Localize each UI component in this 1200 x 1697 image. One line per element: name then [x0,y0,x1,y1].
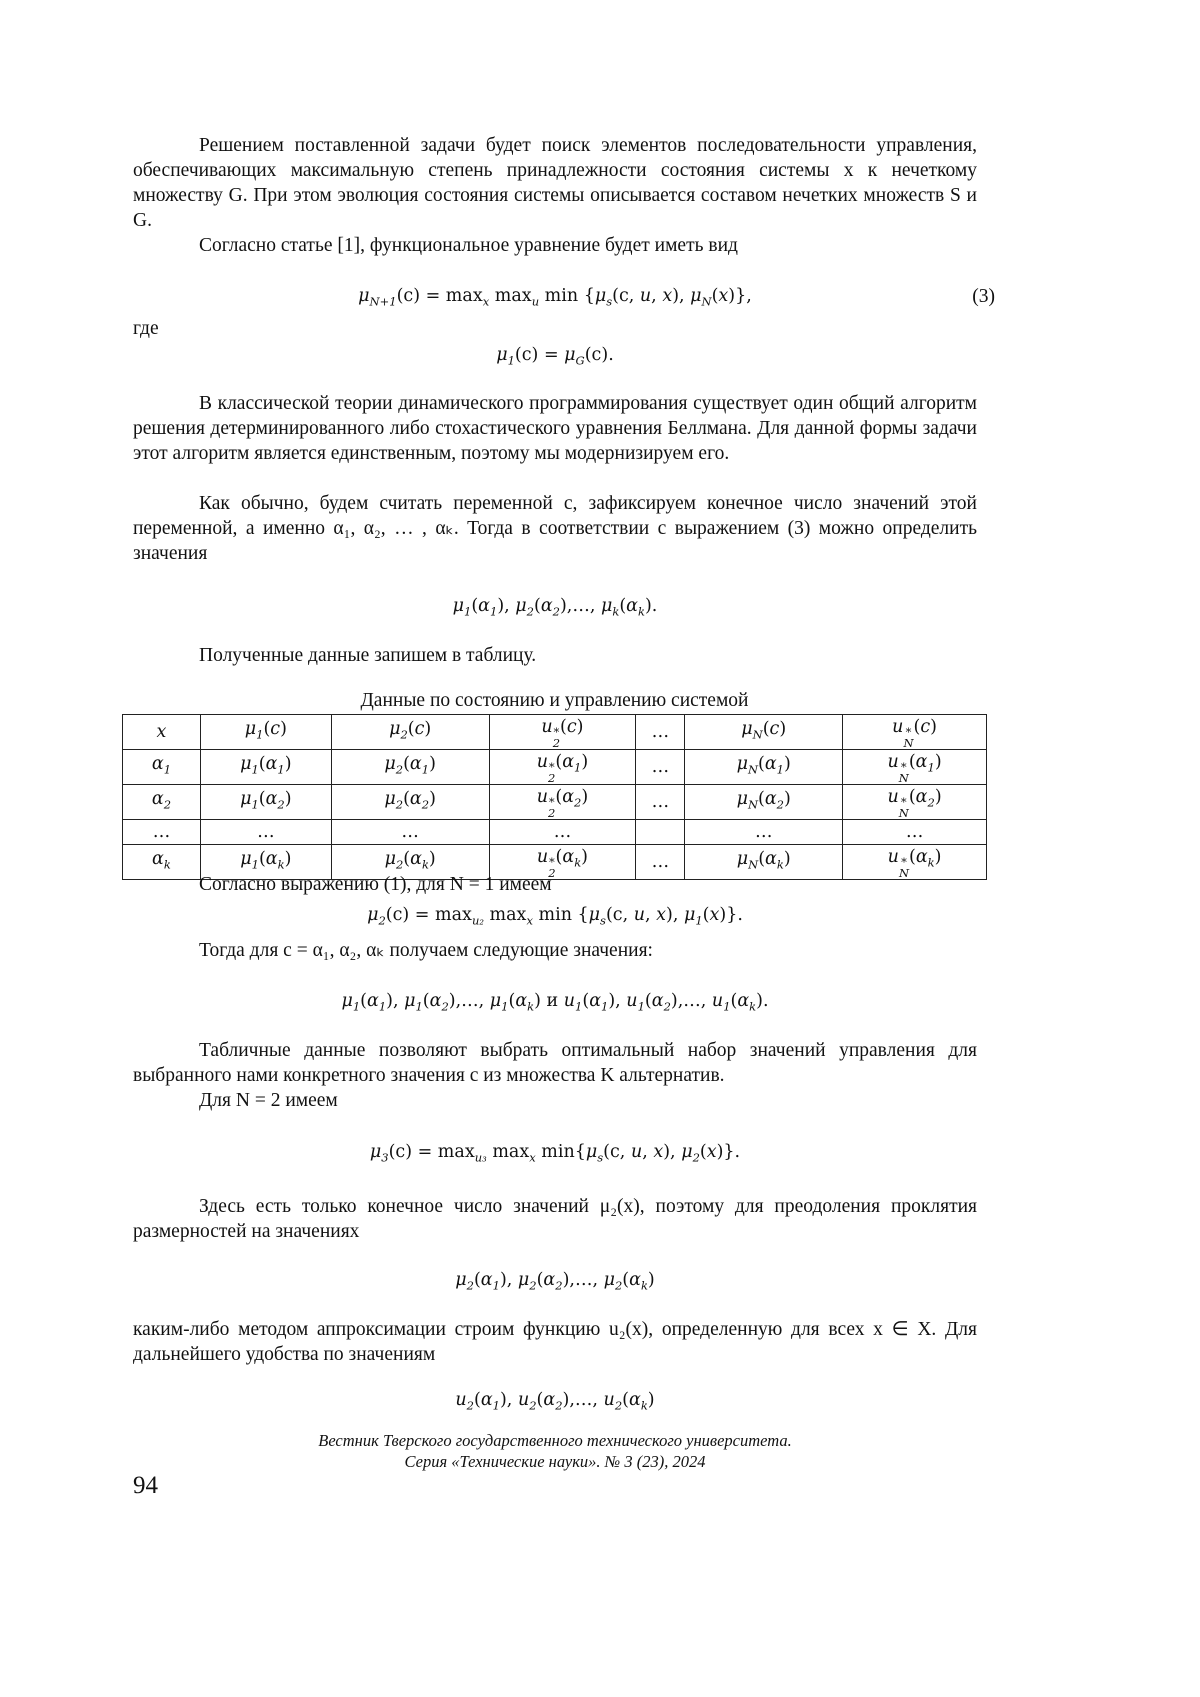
math-text: ( [712,286,719,306]
paragraph-9: Для N = 2 имеем [133,1088,977,1113]
math-symbol: c [270,719,280,739]
table-cell [123,715,201,750]
math-symbol: αk [629,1390,648,1410]
math-symbol: α2 [152,789,171,809]
math-symbol: μ2 [384,754,403,774]
equation-values [133,594,977,625]
math-text: )}, [728,286,752,306]
table-cell [331,750,489,785]
math-text: ( [474,1390,481,1410]
math-text: ( [758,849,765,869]
math-symbol: u₂ [472,905,484,925]
math-text: ) [285,754,292,774]
math-text: ( [259,789,266,809]
math-text: ) [581,752,588,772]
math-text: ( [731,991,738,1011]
math-text: (c, [603,1142,631,1162]
math-symbol: μ2 [367,905,386,925]
math-text: ( [560,717,567,737]
math-text: , [642,1142,653,1162]
math-symbol: αk [266,849,285,869]
math-symbol: αk [410,849,429,869]
math-symbol: μ1 [404,991,423,1011]
math-text: … [153,822,171,842]
math-text: … [906,822,924,842]
math-symbol: αk [765,849,784,869]
math-text: ( [758,789,765,809]
math-text: ), [500,1270,518,1290]
math-symbol: x [526,905,533,925]
math-symbol: μN [737,849,758,869]
math-text: ( [619,596,626,616]
math-symbol: c [920,717,930,737]
math-symbol: μN [737,789,758,809]
table-cell [685,715,843,750]
math-text: min{ [536,1142,586,1162]
math-text: … [652,757,670,777]
math-symbol: u * N [887,752,908,772]
table-cell [489,785,636,820]
table-row [123,785,987,820]
math-symbol: α1 [481,1390,500,1410]
journal-line-2: Серия «Технические науки». № 3 (23), 2024 [133,1451,977,1472]
table-caption: Данные по состоянию и управлению системой [122,688,987,713]
math-text: ), [497,596,515,616]
math-text: ) [935,787,942,807]
math-symbol: u [532,286,539,306]
math-text: ( [259,754,266,774]
math-symbol: μG [564,345,585,365]
math-symbol: α1 [152,754,171,774]
math-text: ) [779,719,786,739]
paragraph-7: Тогда для c = α₁, α₂, αₖ получаем следующие значения: [133,938,977,963]
math-text: , [645,905,656,925]
math-symbol: μ2 [384,789,403,809]
math-symbol: α2 [543,1270,562,1290]
math-symbol: μ2 [515,596,534,616]
math-symbol: u * 2 [537,752,556,772]
math-text: max [484,905,526,925]
math-text: … [652,852,670,872]
math-symbol: αk [916,847,935,867]
math-text: (c) = max [389,1142,475,1162]
math-text: ( [909,787,916,807]
paragraph-1: Решением поставленной задачи будет поиск элементов последовательности управления, обеспечивающих максимальную степень принадлежности состояния системы x к нечеткому множеству G. При этом эволюция состояния системы описывается составом нечетких множеств S и G. [133,133,977,233]
math-text: ) [429,754,436,774]
math-text: ) [648,1390,655,1410]
math-symbol: x [653,1142,663,1162]
math-text: ) [784,789,791,809]
math-symbol: μs [589,905,606,925]
math-text: ( [582,991,589,1011]
math-text: ( [534,596,541,616]
math-symbol: α1 [478,596,497,616]
math-text: … [401,822,419,842]
math-text: ),…, [671,991,712,1011]
math-text: ( [914,717,921,737]
math-text: ( [645,991,652,1011]
math-text: (c, [606,905,634,925]
math-symbol: μs [586,1142,603,1162]
math-symbol: u * 2 [537,787,556,807]
math-text: ( [403,849,410,869]
math-symbol: c [415,719,425,739]
equation-3-body [358,286,752,306]
table-cell [685,750,843,785]
math-text: , [651,286,662,306]
math-text: … [257,822,275,842]
math-text: ) [581,847,588,867]
math-symbol: μ1 [496,345,515,365]
paragraph-10: Здесь есть только конечное число значений μ₂(x), поэтому для преодоления проклятия размерностей на значениях [133,1194,977,1244]
math-symbol: u * N [892,717,913,737]
math-text: ( [555,787,562,807]
math-symbol: α1 [367,991,386,1011]
math-text: ( [622,1390,629,1410]
math-symbol: u * N [887,787,908,807]
math-text: ( [471,596,478,616]
math-text: ( [909,847,916,867]
math-text: (c) = [515,345,564,365]
equation-3 [133,284,977,315]
math-symbol: u1 [712,991,731,1011]
math-text: ) и [534,991,564,1011]
math-text: ( [509,991,516,1011]
math-text: ),…, [449,991,490,1011]
equation-number: (3) [972,284,995,309]
table-cell [200,715,331,750]
math-text: ), [386,991,404,1011]
math-text: ) [930,717,937,737]
math-text: ), [672,286,690,306]
math-symbol: x [529,1142,536,1162]
math-text: min { [533,905,589,925]
table-cell [636,785,685,820]
math-text: ),…, [563,1390,604,1410]
table-cell [636,750,685,785]
math-text: ) [285,789,292,809]
math-symbol: α2 [543,1390,562,1410]
journal-line-1: Вестник Тверского государственного технического университета. [133,1430,977,1451]
math-text: … [652,722,670,742]
math-text: ), [500,1390,518,1410]
math-text: ). [645,596,657,616]
math-symbol: α1 [266,754,285,774]
math-symbol: μk [601,596,619,616]
math-text: ) [935,847,942,867]
equation-u2-values [133,1388,977,1419]
math-symbol: α2 [562,787,581,807]
math-symbol: μ1 [240,849,259,869]
table-cell [489,750,636,785]
math-text: ( [909,752,916,772]
equation-mu2-values [133,1268,977,1299]
math-symbol: αk [737,991,756,1011]
math-symbol: αk [626,596,645,616]
math-symbol: μ1 [240,789,259,809]
table-cell [636,820,685,845]
math-text: ( [700,1142,707,1162]
math-symbol: α2 [410,789,429,809]
math-symbol: αk [152,849,171,869]
math-text: ),…, [560,596,601,616]
paragraph-4: Как обычно, будем считать переменной c, зафиксируем конечное число значений этой переменной, а именно α₁, α₂, … , αₖ. Тогда в соответствии с выражением (3) можно определить значения [133,491,977,566]
data-table [122,714,987,880]
paragraph-8: Табличные данные позволяют выбрать оптимальный набор значений управления для выбранного нами конкретного значения c из множества K альтернатив. [133,1038,977,1088]
math-symbol: u [640,286,651,306]
math-text: ( [423,991,430,1011]
math-text: … [755,822,773,842]
math-symbol: α1 [916,752,935,772]
math-text: )}. [719,905,743,925]
math-symbol: α2 [916,787,935,807]
math-text: ) [280,719,287,739]
math-text: (c, [612,286,640,306]
math-symbol: c [770,719,780,739]
math-text: ) [577,717,584,737]
table-cell [636,715,685,750]
math-text: ) [429,849,436,869]
math-symbol: α1 [765,754,784,774]
math-symbol: x [662,286,672,306]
equation-list [133,989,977,1020]
math-text: max [487,1142,529,1162]
math-symbol: μN [690,286,711,306]
math-symbol: x [707,1142,717,1162]
math-symbol: μ2 [385,849,404,869]
math-text: ). [756,991,768,1011]
math-text: ( [537,1270,544,1290]
paragraph-2: Согласно статье [1], функциональное уравнение будет иметь вид [133,233,977,258]
paragraph-3: В классической теории динамического программирования существует один общий алгоритм решения детерминированного либо стохастического уравнения Беллмана. Для данной формы задачи этот алгоритм является единственным, поэтому мы модернизируем его. [133,391,977,466]
table-row [123,750,987,785]
math-symbol: μ2 [681,1142,700,1162]
math-text: (c). [585,345,614,365]
math-symbol: u [631,1142,642,1162]
table-cell [123,820,201,845]
math-text: ( [537,1390,544,1410]
equation-mu1 [133,343,977,374]
table-cell [123,750,201,785]
math-text: ) [285,849,292,869]
math-text: ( [556,847,563,867]
math-symbol: x [157,722,167,742]
math-symbol: α1 [589,991,608,1011]
math-text: ) [784,849,791,869]
math-text: ) [581,787,588,807]
math-text: ),…, [563,1270,604,1290]
table-row [123,715,987,750]
math-text: ( [758,754,765,774]
math-symbol: u₃ [475,1142,487,1162]
table-cell [200,785,331,820]
page-number: 94 [133,1472,158,1500]
math-text: ( [403,754,410,774]
table-cell [843,715,987,750]
math-text: (c) = max [386,905,472,925]
math-symbol: μ2 [455,1270,474,1290]
table-cell [331,820,489,845]
math-symbol: α1 [481,1270,500,1290]
math-symbol: u1 [626,991,645,1011]
math-symbol: c [567,717,577,737]
math-symbol: u2 [455,1390,474,1410]
math-text: min { [539,286,595,306]
math-text: ( [403,789,410,809]
table-cell [489,820,636,845]
math-text: ) [424,719,431,739]
table-cell [685,785,843,820]
math-text: ), [666,905,684,925]
where-label: где [133,316,977,341]
equation-mu3 [133,1140,977,1171]
table-cell [843,750,987,785]
table-cell [685,820,843,845]
math-symbol: u1 [564,991,583,1011]
math-text: ( [263,719,270,739]
math-symbol: μ1 [684,905,703,925]
table-cell [843,785,987,820]
table-cell [331,715,489,750]
math-text: ) [784,754,791,774]
math-symbol: u * 2 [541,717,560,737]
paragraph-5: Полученные данные запишем в таблицу. [133,643,977,668]
table-cell [200,750,331,785]
table-cell [200,820,331,845]
math-text: ( [555,752,562,772]
math-symbol: α2 [266,789,285,809]
math-symbol: α1 [410,754,429,774]
math-symbol: u2 [604,1390,623,1410]
math-symbol: μN+1 [358,286,396,306]
math-symbol: μ2 [389,719,408,739]
equation-mu2 [133,903,977,934]
math-symbol: αk [562,847,581,867]
math-symbol: αk [629,1270,648,1290]
math-symbol: μ1 [490,991,509,1011]
math-text: ( [474,1270,481,1290]
math-symbol: μN [737,754,758,774]
math-symbol: x [656,905,666,925]
math-text: … [652,792,670,812]
math-symbol: u * 2 [537,847,556,867]
math-text: ), [608,991,626,1011]
math-text: )}. [717,1142,741,1162]
math-symbol: u [634,905,645,925]
table-cell [843,820,987,845]
table-cell [123,785,201,820]
math-symbol: α2 [430,991,449,1011]
math-text: ) [648,1270,655,1290]
math-symbol: μ2 [518,1270,537,1290]
math-symbol: αk [515,991,534,1011]
math-symbol: μ1 [453,596,472,616]
math-text: ), [663,1142,681,1162]
math-text: ( [703,905,710,925]
math-symbol: α1 [562,752,581,772]
math-text: ( [360,991,367,1011]
math-symbol: α2 [652,991,671,1011]
math-text: ( [259,849,266,869]
math-symbol: μ1 [341,991,360,1011]
math-symbol: α2 [765,789,784,809]
table-cell [331,785,489,820]
paragraph-6: Согласно выражению (1), для N = 1 имеем [133,872,977,897]
math-text: ) [935,752,942,772]
math-symbol: μ2 [604,1270,623,1290]
math-text: ( [408,719,415,739]
math-symbol: α2 [541,596,560,616]
math-symbol: u2 [518,1390,537,1410]
math-text: ) [429,789,436,809]
math-symbol: x [710,905,720,925]
math-symbol: μN [741,719,762,739]
paragraph-11: каким-либо методом аппроксимации строим функцию u₂(x), определенную для всех x ∈ X. Для дальнейшего удобства по значениям [133,1317,977,1367]
table-cell [489,715,636,750]
math-symbol: x [483,286,490,306]
math-symbol: μs [595,286,612,306]
math-text: … [554,822,572,842]
math-symbol: μ1 [240,754,259,774]
math-text: ( [622,1270,629,1290]
math-text: max [489,286,531,306]
math-symbol: μ3 [370,1142,389,1162]
table-row [123,820,987,845]
math-symbol: μ1 [245,719,264,739]
math-text: ( [763,719,770,739]
math-symbol: x [718,286,728,306]
math-text: (c) = max [397,286,483,306]
journal-footer [133,1430,977,1472]
math-symbol: u * N [888,847,909,867]
